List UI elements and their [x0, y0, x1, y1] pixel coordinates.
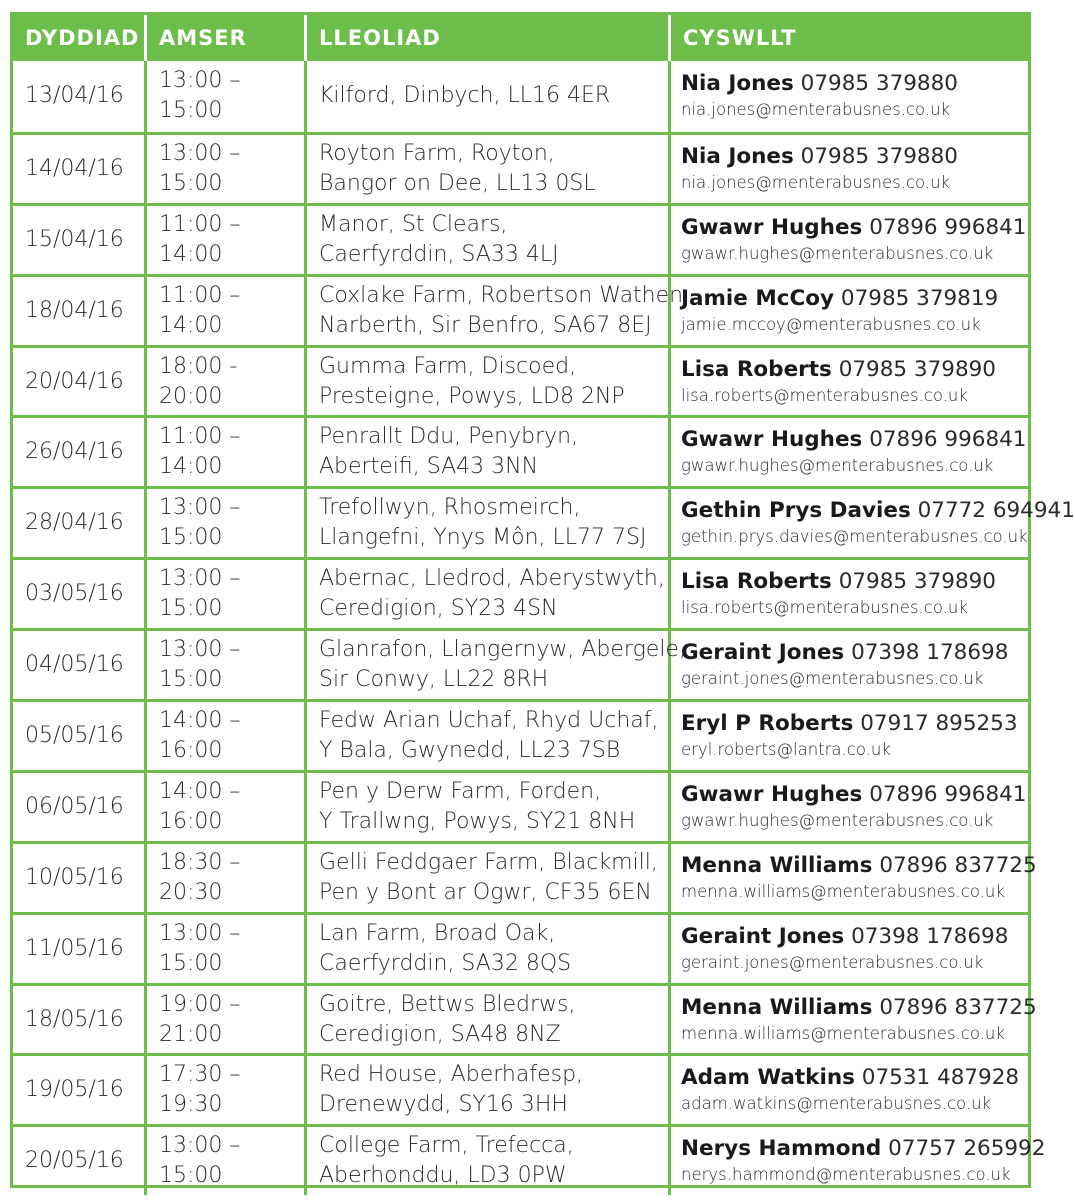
- location-cell: [307, 1056, 671, 1124]
- location-cell: [307, 135, 671, 203]
- contact-cell: [671, 1127, 1046, 1195]
- location-line-2: Pen y Bont ar Ogwr, CF35 6EN: [319, 879, 652, 905]
- header-contact: CYSWLLT: [683, 26, 797, 50]
- location-line-2: Y Bala, Gwynedd, LL23 7SB: [319, 737, 621, 763]
- time-cell: 13:00 – 15:00: [147, 560, 307, 628]
- contact-email[interactable]: nia.jones@menterabusnes.co.uk: [681, 172, 951, 192]
- location-line-2: Caerfyrddin, SA32 8QS: [319, 950, 572, 976]
- contact-name-phone: [681, 70, 958, 98]
- time-cell: 11:00 – 14:00: [147, 418, 307, 486]
- date-cell: 20/04/16: [13, 348, 147, 416]
- location-line-2: Ceredigion, SA48 8NZ: [319, 1021, 561, 1047]
- table-row: [13, 628, 1028, 699]
- contact-phone: 07917 895253: [860, 710, 1018, 736]
- location-cell: [307, 560, 671, 628]
- contact-name: Geraint Jones: [681, 923, 845, 949]
- time-cell: 11:00 – 14:00: [147, 206, 307, 274]
- time-cell: 13:00 – 15:00: [147, 631, 307, 699]
- location-line-1: Pen y Derw Farm, Forden,: [319, 778, 602, 804]
- contact-email[interactable]: nia.jones@menterabusnes.co.uk: [681, 100, 951, 120]
- table-row: [13, 770, 1028, 841]
- contact-cell: [671, 61, 1028, 132]
- contact-email[interactable]: gwawr.hughes@menterabusnes.co.uk: [681, 243, 994, 263]
- time-cell: 11:00 – 14:00: [147, 277, 307, 345]
- contact-name-phone: [681, 994, 1037, 1022]
- date-cell: 06/05/16: [13, 773, 147, 841]
- table-row: [13, 983, 1037, 1054]
- header-time: AMSER: [147, 15, 307, 61]
- table-row: [13, 274, 1028, 345]
- date-cell: 04/05/16: [13, 631, 147, 699]
- table-row: [13, 1124, 1046, 1195]
- time-cell: 13:00 – 15:00: [147, 1127, 307, 1195]
- location-line-2: Ceredigion, SY23 4SN: [319, 596, 558, 622]
- location-cell: [307, 844, 671, 912]
- table-row: [13, 132, 1028, 203]
- location-cell: [307, 631, 686, 699]
- contact-name-phone: [681, 852, 1037, 880]
- contact-email[interactable]: adam.watkins@menterabusnes.co.uk: [681, 1094, 992, 1114]
- header-location: LLEOLIAD: [307, 15, 671, 61]
- contact-cell: [671, 206, 1028, 274]
- date-cell: 26/04/16: [13, 418, 147, 486]
- contact-phone: 07896 996841: [869, 214, 1027, 240]
- contact-cell: [671, 773, 1028, 841]
- time-cell: 13:00 – 15:00: [147, 135, 307, 203]
- contact-phone: 07896 996841: [869, 427, 1027, 453]
- contact-phone: 07531 487928: [861, 1065, 1020, 1091]
- location-line-2: Sir Conwy, LL22 8RH: [319, 667, 549, 693]
- location-line-1: Royton Farm, Royton,: [319, 140, 555, 166]
- contact-name: Jamie McCoy: [681, 285, 835, 311]
- contact-email[interactable]: eryl.roberts@lantra.co.uk: [681, 739, 891, 759]
- header-date: DYDDIAD: [13, 15, 147, 61]
- location-line-1: Kilford, Dinbych, LL16 4ER: [319, 83, 611, 109]
- contact-name-phone: [681, 1135, 1045, 1163]
- contact-phone: 07985 379880: [800, 143, 958, 169]
- contact-name-phone: [681, 143, 958, 171]
- contact-phone: 07398 178698: [851, 640, 1009, 666]
- location-line-2: Drenewydd, SY16 3HH: [319, 1092, 568, 1118]
- contact-name: Nia Jones: [681, 71, 794, 97]
- date-cell: 13/04/16: [13, 61, 147, 132]
- location-line-1: Goitre, Bettws Bledrws,: [319, 991, 576, 1017]
- time-cell: 18:00 - 20:00: [147, 348, 307, 416]
- time-cell: 17:30 – 19:30: [147, 1056, 307, 1124]
- contact-email[interactable]: gethin.prys.davies@menterabusnes.co.uk: [681, 527, 1028, 547]
- contact-cell: [671, 135, 1028, 203]
- contact-name: Menna Williams: [681, 994, 873, 1020]
- table-body: [13, 61, 1075, 1195]
- location-line-1: Abernac, Lledrod, Aberystwyth,: [319, 566, 665, 592]
- contact-name: Gethin Prys Davies: [681, 498, 911, 524]
- contact-cell: [671, 489, 1075, 557]
- contact-name: Gwawr Hughes: [681, 427, 863, 453]
- time-cell: 13:00 – 15:00: [147, 489, 307, 557]
- location-cell: [307, 702, 671, 770]
- location-line-1: Lan Farm, Broad Oak,: [319, 920, 556, 946]
- table-row: [13, 345, 1028, 416]
- contact-email[interactable]: geraint.jones@menterabusnes.co.uk: [681, 669, 984, 689]
- contact-name-phone: [681, 214, 1027, 242]
- location-line-1: Coxlake Farm, Robertson Wathen,: [319, 282, 691, 308]
- location-line-2: Bangor on Dee, LL13 0SL: [319, 170, 596, 196]
- contact-phone: 07896 996841: [869, 781, 1027, 807]
- contact-name-phone: [681, 497, 1075, 525]
- date-cell: 15/04/16: [13, 206, 147, 274]
- contact-name-phone: [681, 639, 1008, 667]
- contact-name-phone: [681, 426, 1027, 454]
- contact-name-phone: [681, 781, 1027, 809]
- contact-cell: [671, 277, 1028, 345]
- contact-name: Lisa Roberts: [681, 356, 832, 382]
- contact-name-phone: [681, 356, 996, 384]
- location-cell: [307, 773, 671, 841]
- location-line-2: Llangefni, Ynys Môn, LL77 7SJ: [319, 525, 647, 551]
- location-line-1: Red House, Aberhafesp,: [319, 1062, 584, 1088]
- location-line-1: Glanrafon, Llangernyw, Abergele,: [319, 637, 686, 663]
- contact-name-phone: [681, 923, 1008, 951]
- location-cell: [307, 206, 671, 274]
- contact-cell: [671, 631, 1028, 699]
- contact-email[interactable]: gwawr.hughes@menterabusnes.co.uk: [681, 810, 994, 830]
- location-line-1: Fedw Arian Uchaf, Rhyd Uchaf,: [319, 707, 659, 733]
- location-line-2: Aberteifi, SA43 3NN: [319, 454, 539, 480]
- location-cell: [307, 1127, 671, 1195]
- time-cell: 13:00 – 15:00: [147, 61, 307, 132]
- date-cell: 18/04/16: [13, 277, 147, 345]
- table-row: [13, 415, 1028, 486]
- date-cell: 10/05/16: [13, 844, 147, 912]
- contact-cell: [671, 702, 1028, 770]
- table-row: [13, 841, 1037, 912]
- date-cell: 20/05/16: [13, 1127, 147, 1195]
- location-cell: [307, 915, 671, 983]
- contact-cell: [671, 1056, 1028, 1124]
- contact-name: Geraint Jones: [681, 640, 845, 666]
- table-row: [13, 699, 1028, 770]
- contact-phone: 07772 694941: [917, 498, 1075, 524]
- date-cell: 14/04/16: [13, 135, 147, 203]
- contact-name: Lisa Roberts: [681, 569, 832, 595]
- contact-name-phone: [681, 285, 998, 313]
- table-header-row: [13, 15, 1028, 61]
- location-cell: [307, 489, 671, 557]
- contact-phone: 07985 379880: [800, 71, 958, 97]
- location-line-2: Caerfyrddin, SA33 4LJ: [319, 241, 559, 267]
- location-line-2: Aberhonddu, LD3 0PW: [319, 1163, 567, 1189]
- contact-cell: [671, 915, 1028, 983]
- contact-phone: 07985 379890: [838, 569, 996, 595]
- table-row: [13, 486, 1075, 557]
- table-row: [13, 203, 1028, 274]
- table-row: [13, 912, 1028, 983]
- contact-phone: 07985 379819: [840, 285, 999, 311]
- contact-name-phone: [681, 710, 1018, 738]
- contact-cell: [671, 348, 1028, 416]
- contact-name-phone: [681, 1064, 1019, 1092]
- contact-phone: 07896 837725: [879, 994, 1037, 1020]
- contact-cell: [671, 418, 1028, 486]
- contact-cell: [671, 986, 1037, 1054]
- location-line-1: Gelli Feddgaer Farm, Blackmill,: [319, 849, 658, 875]
- date-cell: 18/05/16: [13, 986, 147, 1054]
- date-cell: 19/05/16: [13, 1056, 147, 1124]
- location-cell: [307, 277, 691, 345]
- contact-email[interactable]: geraint.jones@menterabusnes.co.uk: [681, 952, 984, 972]
- location-line-1: Gumma Farm, Discoed,: [319, 353, 577, 379]
- contact-phone: 07757 265992: [888, 1136, 1046, 1162]
- location-line-1: Manor, St Clears,: [319, 211, 508, 237]
- location-line-1: Trefollwyn, Rhosmeirch,: [319, 495, 581, 521]
- location-line-2: Narberth, Sir Benfro, SA67 8EJ: [319, 312, 652, 338]
- location-cell: [307, 61, 671, 132]
- schedule-table: [10, 12, 1075, 1189]
- contact-email[interactable]: jamie.mccoy@menterabusnes.co.uk: [681, 314, 981, 334]
- contact-name: Nerys Hammond: [681, 1136, 882, 1162]
- contact-email[interactable]: gwawr.hughes@menterabusnes.co.uk: [681, 456, 994, 476]
- location-cell: [307, 348, 671, 416]
- time-cell: 13:00 – 15:00: [147, 915, 307, 983]
- contact-name: Nia Jones: [681, 143, 794, 169]
- date-cell: 03/05/16: [13, 560, 147, 628]
- location-line-2: Y Trallwng, Powys, SY21 8NH: [319, 808, 636, 834]
- location-line-2: Presteigne, Powys, LD8 2NP: [319, 383, 625, 409]
- time-cell: 18:30 – 20:30: [147, 844, 307, 912]
- location-line-1: College Farm, Trefecca,: [319, 1133, 574, 1159]
- table-row: [13, 61, 1028, 132]
- contact-cell: [671, 560, 1028, 628]
- contact-phone: 07398 178698: [851, 923, 1009, 949]
- table-row: [13, 1053, 1028, 1124]
- time-cell: 14:00 – 16:00: [147, 773, 307, 841]
- time-cell: 14:00 – 16:00: [147, 702, 307, 770]
- contact-phone: 07896 837725: [879, 852, 1037, 878]
- contact-name: Adam Watkins: [681, 1065, 855, 1091]
- date-cell: 28/04/16: [13, 489, 147, 557]
- contact-email[interactable]: menna.williams@menterabusnes.co.uk: [681, 1023, 1005, 1043]
- contact-name: Gwawr Hughes: [681, 214, 863, 240]
- location-line-1: Penrallt Ddu, Penybryn,: [319, 424, 579, 450]
- date-cell: 05/05/16: [13, 702, 147, 770]
- contact-email[interactable]: nerys.hammond@menterabusnes.co.uk: [681, 1165, 1011, 1185]
- contact-name: Gwawr Hughes: [681, 781, 863, 807]
- time-cell: 19:00 – 21:00: [147, 986, 307, 1054]
- contact-email[interactable]: menna.williams@menterabusnes.co.uk: [681, 881, 1005, 901]
- contact-email[interactable]: lisa.roberts@menterabusnes.co.uk: [681, 385, 968, 405]
- contact-email[interactable]: lisa.roberts@menterabusnes.co.uk: [681, 598, 968, 618]
- contact-name-phone: [681, 568, 996, 596]
- location-cell: [307, 418, 671, 486]
- location-cell: [307, 986, 671, 1054]
- table-row: [13, 557, 1028, 628]
- contact-phone: 07985 379890: [838, 356, 996, 382]
- contact-name: Menna Williams: [681, 852, 873, 878]
- contact-name: Eryl P Roberts: [681, 710, 854, 736]
- contact-cell: [671, 844, 1037, 912]
- date-cell: 11/05/16: [13, 915, 147, 983]
